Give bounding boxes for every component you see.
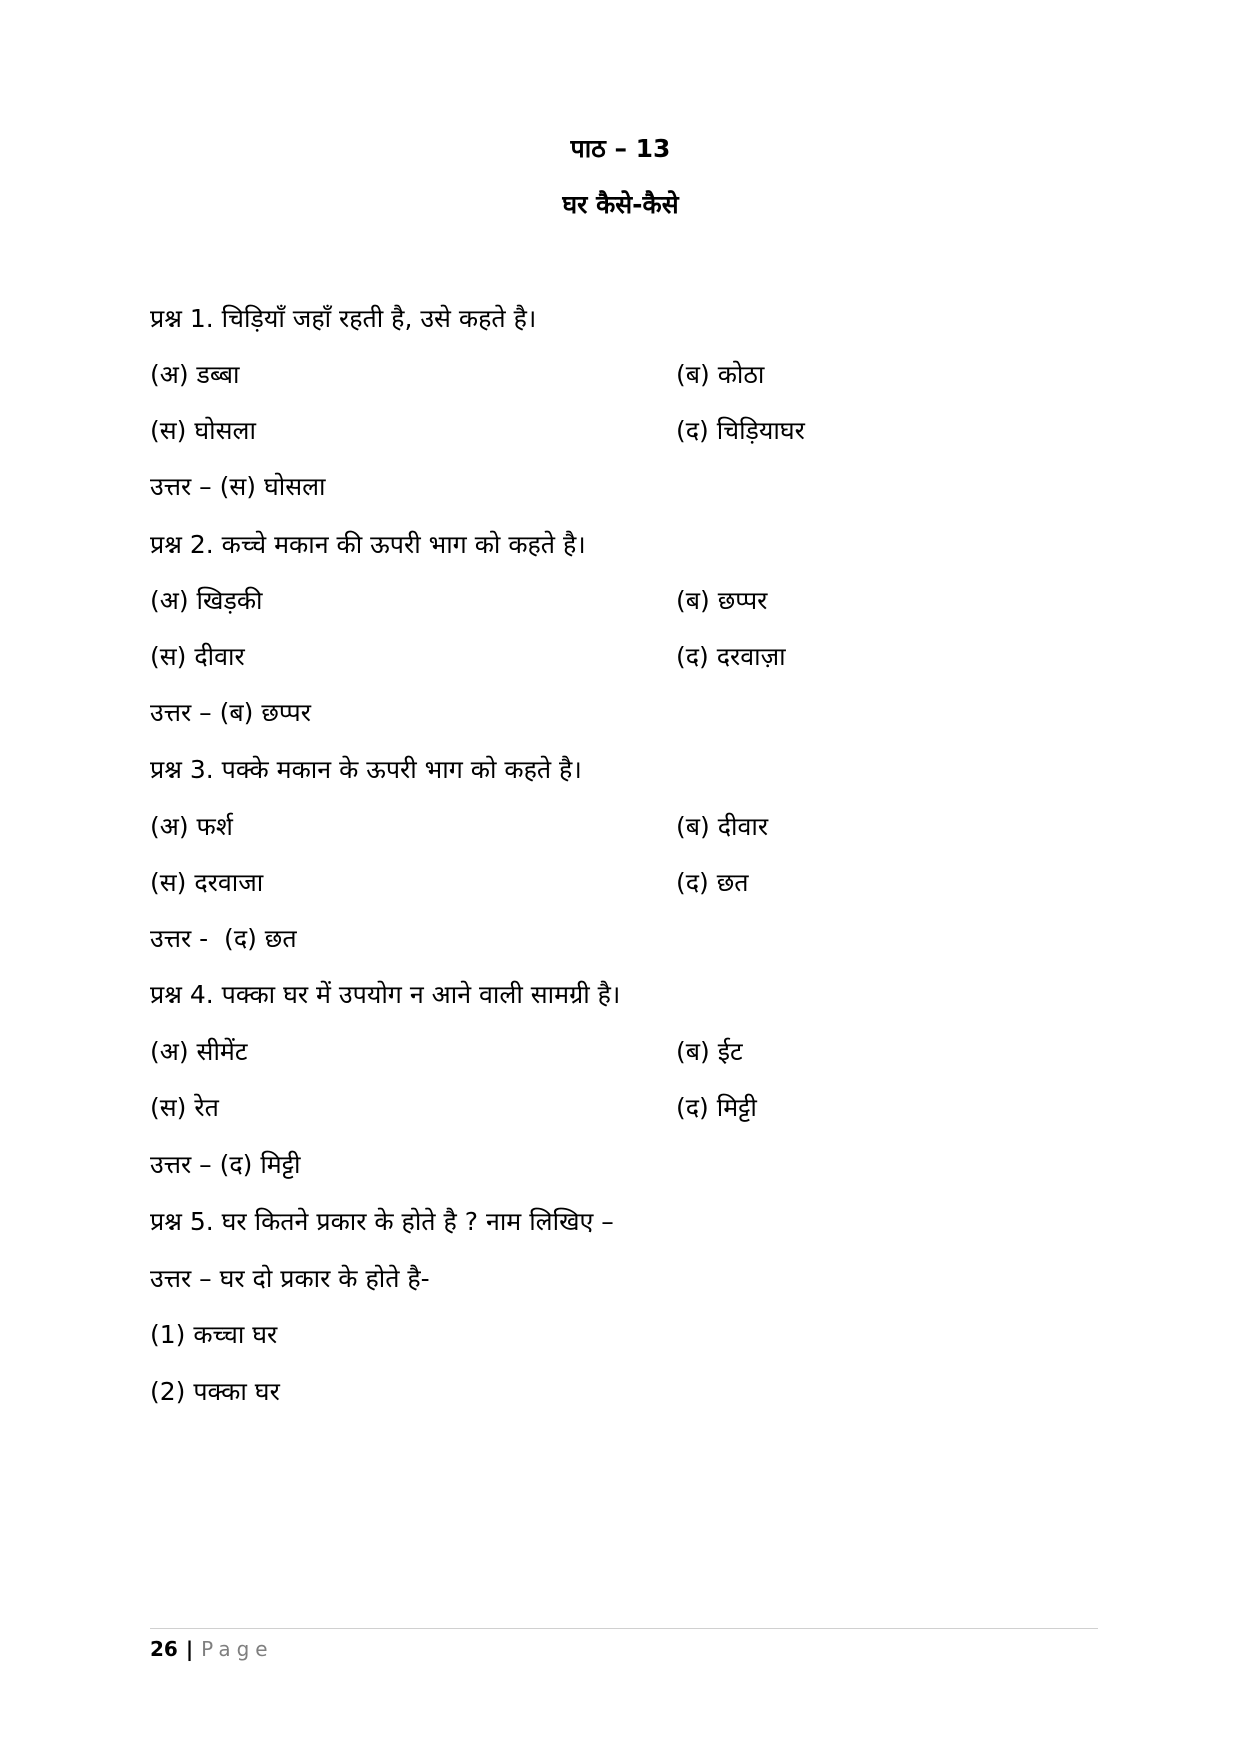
question-4-option-c: (स) रेत [150,1093,219,1122]
question-1-option-a: (अ) डब्बा [150,360,240,389]
question-4-answer: उत्तर – (द) मिट्टी [150,1150,301,1179]
question-1-option-d: (द) चिड़ियाघर [676,416,805,445]
question-3-option-d: (द) छत [676,868,749,897]
question-1-answer: उत्तर – (स) घोसला [150,472,326,501]
question-1-option-b: (ब) कोठा [676,360,765,389]
question-3-option-b: (ब) दीवार [676,812,769,841]
page-number: 26 [150,1637,178,1661]
question-5-item-1: (1) कच्चा घर [150,1320,278,1349]
question-1-text: प्रश्न 1. चिड़ियाँ जहाँ रहती है, उसे कहते है। [150,304,537,333]
question-4-option-b: (ब) ईट [676,1037,743,1066]
question-2-answer: उत्तर – (ब) छप्पर [150,698,311,727]
lesson-title: घर कैसे-कैसे [562,190,679,219]
question-2-option-d: (द) दरवाज़ा [676,642,786,671]
question-2-option-a: (अ) खिड़की [150,586,263,615]
question-5-text: प्रश्न 5. घर कितने प्रकार के होते है ? नाम लिखिए – [150,1207,614,1236]
page-footer [150,1636,274,1662]
question-2-text: प्रश्न 2. कच्चे मकान की ऊपरी भाग को कहते है। [150,530,586,559]
question-3-text: प्रश्न 3. पक्के मकान के ऊपरी भाग को कहते है। [150,755,582,784]
question-1-option-c: (स) घोसला [150,416,256,445]
footer-separator: | [185,1637,194,1661]
question-3-answer: उत्तर - (द) छत [150,924,297,953]
question-4-option-a: (अ) सीमेंट [150,1037,248,1066]
question-4-option-d: (द) मिट्टी [676,1093,757,1122]
page-label: Page [201,1637,274,1661]
question-3-option-a: (अ) फर्श [150,812,233,841]
footer-divider [150,1628,1098,1629]
question-5-answer: उत्तर – घर दो प्रकार के होते है- [150,1264,430,1293]
question-3-option-c: (स) दरवाजा [150,868,264,897]
question-2-option-c: (स) दीवार [150,642,245,671]
question-2-option-b: (ब) छप्पर [676,586,768,615]
lesson-number: पाठ – 13 [570,134,671,163]
question-5-item-2: (2) पक्का घर [150,1377,280,1406]
question-4-text: प्रश्न 4. पक्का घर में उपयोग न आने वाली सामग्री है। [150,980,621,1009]
